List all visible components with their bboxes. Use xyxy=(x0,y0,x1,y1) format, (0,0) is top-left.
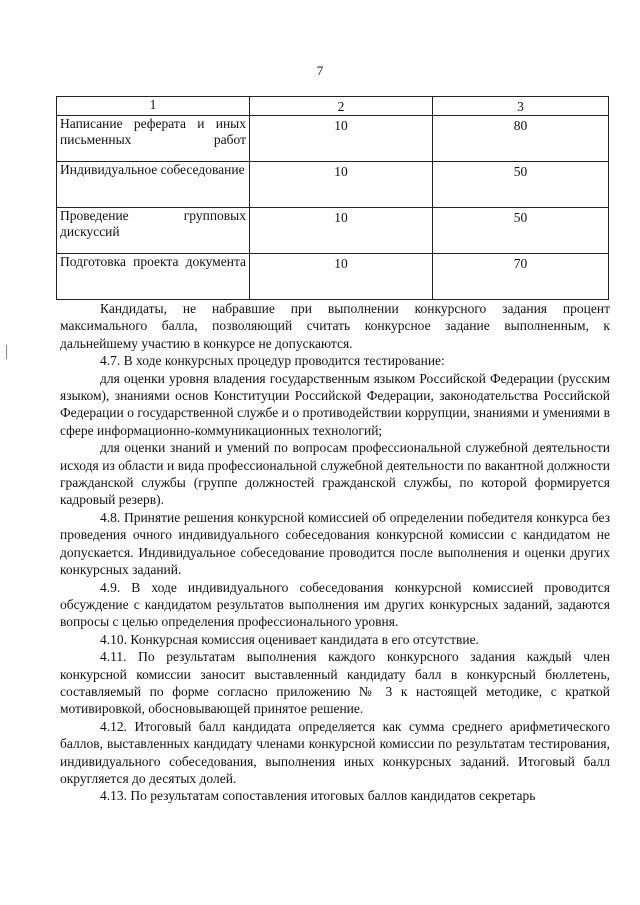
task-weight-cell: 10 xyxy=(250,116,433,162)
table-row xyxy=(57,162,609,208)
task-name: Подготовка проекта документа xyxy=(60,254,246,269)
task-weight-cell: 10 xyxy=(250,254,433,300)
task-weight-cell: 10 xyxy=(250,162,433,208)
task-max-cell: 80 xyxy=(433,116,609,162)
paragraph: Кандидаты, не набравшие при выполнении конкурсного задания процент максимального балла, позволяющий считать конкурсное задание выполненным, к дальнейшему участию в конкурсе не допускаются. xyxy=(60,301,610,351)
table-row xyxy=(57,254,609,300)
score-table xyxy=(56,96,609,300)
paragraph: для оценки знаний и умений по вопросам профессиональной служебной деятельности исходя из области и вида профессиональной служебной деятельности по вакантной должности гражданской службы (группе должностей гражданской службы, по которой формируется кадровый резерв). xyxy=(60,440,610,508)
table-row xyxy=(57,208,609,254)
table-header-row xyxy=(57,97,609,116)
paragraph: 4.7. В ходе конкурсных процедур проводится тестирование: xyxy=(100,353,445,369)
task-max-cell: 50 xyxy=(433,162,609,208)
page-number: 7 xyxy=(316,63,324,78)
paragraph: 4.10. Конкурсная комиссия оценивает кандидата в его отсутствие. xyxy=(100,631,479,647)
task-name-cell xyxy=(57,208,250,254)
task-name-cell xyxy=(57,162,250,208)
paragraph: 4.11. По результатам выполнения каждого конкурсного задания каждый член конкурсной комиссии заносит выставленный кандидату балл в конкурсный бюллетень, составляемый по форме согласно приложению № 3 к настоящей методике, с краткой мотивировкой, обосновывающей принятое решение. xyxy=(60,649,610,717)
paragraph: 4.13. По результатам сопоставления итоговых баллов кандидатов секретарь xyxy=(100,788,536,804)
margin-mark xyxy=(6,345,7,359)
paragraph: 4.8. Принятие решения конкурсной комиссией об определении победителя конкурса без проведения очного индивидуального собеседования конкурсной комиссии с кандидатом не допускается. Индивидуальное собеседование проводится после выполнения и оценки других конкурсных заданий. xyxy=(60,509,610,578)
document-body xyxy=(60,300,610,805)
task-name: Индивидуальное собеседование xyxy=(60,162,245,177)
task-max-cell: 50 xyxy=(433,208,609,254)
paragraph: 4.12. Итоговый балл кандидата определяется как сумма среднего арифметического баллов, выставленных кандидату членами конкурсной комиссии по результатам тестирования, индивидуального собеседования, выполнения иных конкурсных заданий. Итоговый балл округляется до десятых долей. xyxy=(60,718,610,786)
task-max-cell: 70 xyxy=(433,254,609,300)
table-row xyxy=(57,116,609,162)
task-name-cell xyxy=(57,116,250,162)
table-header-cell: 2 xyxy=(250,97,433,116)
paragraph: для оценки уровня владения государственным языком Российской Федерации (русским языком), знаниями основ Конституции Российской Федерации, законодательства Российской Федерации о государственной службе и о противодействии коррупции, знаниями и умениями в сфере информационно-коммуникационных технологий; xyxy=(60,370,610,438)
table-header-cell: 1 xyxy=(57,97,250,116)
task-name: Проведение групповых дискуссий xyxy=(60,208,246,239)
task-name: Написание реферата и иных письменных работ xyxy=(60,116,246,147)
task-name-cell xyxy=(57,254,250,300)
task-weight-cell: 10 xyxy=(250,208,433,254)
paragraph: 4.9. В ходе индивидуального собеседования конкурсной комиссией проводится обсуждение с кандидатом результатов выполнения им других конкурсных заданий, задаются вопросы с целью определения профессионального уровня. xyxy=(60,579,610,630)
table-header-cell: 3 xyxy=(433,97,609,116)
